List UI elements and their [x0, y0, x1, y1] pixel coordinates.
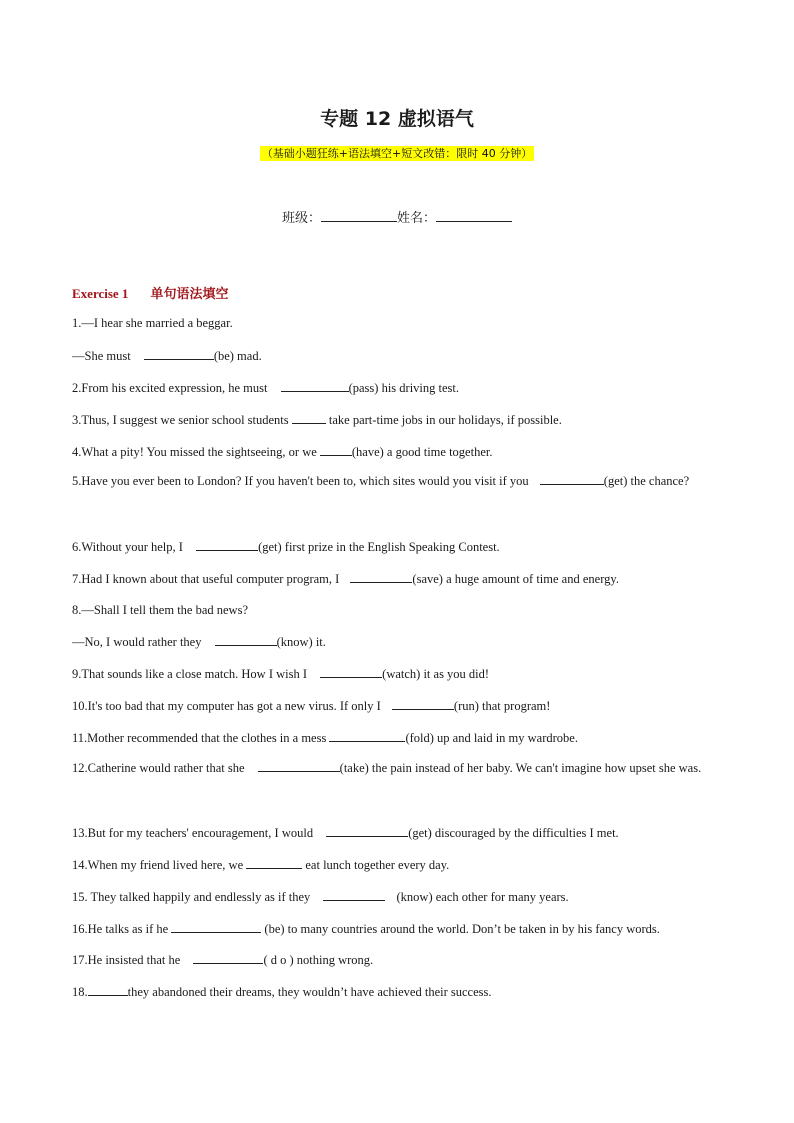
question-13	[72, 824, 724, 841]
question-text-end: take part-time jobs in our holidays, if possible.	[325, 413, 562, 427]
question-text: 4.What a pity! You missed the sightseeing, or we	[72, 445, 320, 459]
question-text: 6.Without your help, I	[72, 540, 187, 554]
question-text: 11.Mother recommended that the clothes in a mess	[72, 731, 330, 745]
question-8	[72, 602, 724, 618]
question-text: 10.It's too bad that my computer has got a new virus. If only I	[72, 699, 384, 713]
answer-blank[interactable]	[196, 538, 258, 551]
question-text-end: (take) the pain instead of her baby. We can't imagine how upset she was.	[339, 761, 702, 775]
question-text-end: (be) to many countries around the world. Don’t be taken in by his fancy words.	[261, 922, 660, 936]
answer-blank[interactable]	[320, 665, 382, 678]
question-text: 13.But for my teachers' encouragement, I would	[72, 826, 317, 840]
question-12	[72, 752, 724, 784]
question-15	[72, 888, 724, 905]
question-text-end: they abandoned their dreams, they wouldn’t have achieved their success.	[127, 985, 492, 999]
question-11	[72, 729, 724, 746]
answer-blank[interactable]	[392, 697, 454, 710]
question-3	[72, 411, 724, 428]
question-17	[72, 951, 724, 968]
question-text: —No, I would rather they	[72, 635, 205, 649]
answer-blank[interactable]	[323, 888, 385, 901]
page-title: 专题 12 虚拟语气	[320, 108, 474, 130]
question-text: 3.Thus, I suggest we senior school students	[72, 413, 292, 427]
question-4	[72, 443, 724, 460]
question-text: 12.Catherine would rather that she	[72, 761, 248, 775]
name-label: 姓名：	[397, 211, 437, 226]
question-16	[72, 920, 724, 937]
answer-blank[interactable]	[215, 633, 277, 646]
question-text: 5.Have you ever been to London? If you haven't been to, which sites would you visit if you	[72, 474, 532, 488]
question-5	[72, 465, 724, 497]
question-14	[72, 856, 724, 873]
question-2	[72, 379, 724, 396]
question-1	[72, 315, 724, 331]
answer-blank[interactable]	[258, 759, 340, 772]
question-8-answer	[72, 633, 724, 650]
exercise-label: Exercise 1	[72, 286, 129, 301]
question-text: 14.When my friend lived here, we	[72, 858, 247, 872]
answer-blank[interactable]	[320, 443, 352, 456]
question-text: —She must	[72, 349, 134, 363]
question-text: 16.He talks as if he	[72, 922, 172, 936]
question-text-end: (get) the chance?	[603, 474, 690, 488]
question-text: 9.That sounds like a close match. How I wish I	[72, 667, 311, 681]
question-text-end: ( d o ) nothing wrong.	[263, 953, 374, 967]
question-text-end: (pass) his driving test.	[348, 381, 460, 395]
exercise-heading	[72, 283, 228, 302]
question-text-end: (know) each other for many years.	[393, 890, 569, 904]
question-text-end: (get) discouraged by the difficulties I met.	[408, 826, 619, 840]
class-label: 班级：	[281, 211, 321, 226]
question-text: 1.—I hear she married a beggar.	[72, 316, 233, 330]
question-text: 18.	[72, 985, 88, 999]
question-text: 2.From his excited expression, he must	[72, 381, 271, 395]
exercise-name: 单句语法填空	[150, 287, 229, 302]
answer-blank[interactable]	[292, 411, 326, 424]
answer-blank[interactable]	[326, 824, 408, 837]
question-text-end: eat lunch together every day.	[302, 858, 450, 872]
answer-blank[interactable]	[193, 951, 263, 964]
answer-blank[interactable]	[281, 379, 349, 392]
answer-blank[interactable]	[246, 856, 302, 869]
class-name-line	[0, 207, 794, 226]
answer-blank[interactable]	[540, 472, 604, 485]
question-text-end: (save) a huge amount of time and energy.	[412, 572, 619, 586]
answer-blank[interactable]	[350, 570, 412, 583]
question-7	[72, 570, 724, 587]
question-text-end: (run) that program!	[453, 699, 551, 713]
answer-blank[interactable]	[329, 729, 405, 742]
question-text: 8.—Shall I tell them the bad news?	[72, 603, 249, 617]
question-6	[72, 538, 724, 555]
question-text-end: (get) first prize in the English Speaking Contest.	[258, 540, 500, 554]
name-blank[interactable]	[436, 209, 512, 222]
subtitle: （基础小题狂练+语法填空+短文改错：限时 40 分钟）	[261, 147, 533, 160]
question-text-end: (know) it.	[276, 635, 326, 649]
question-text-end: (be) mad.	[213, 349, 262, 363]
question-1-answer	[72, 347, 724, 364]
class-blank[interactable]	[321, 209, 397, 222]
question-text-end: (watch) it as you did!	[382, 667, 490, 681]
answer-blank[interactable]	[144, 347, 214, 360]
question-18	[72, 983, 724, 1000]
answer-blank[interactable]	[171, 920, 261, 933]
question-10	[72, 697, 724, 714]
question-text-end: (fold) up and laid in my wardrobe.	[405, 731, 578, 745]
question-text: 7.Had I known about that useful computer program, I	[72, 572, 343, 586]
question-text: 15. They talked happily and endlessly as if they	[72, 890, 314, 904]
question-9	[72, 665, 724, 682]
answer-blank[interactable]	[88, 983, 128, 996]
question-text: 17.He insisted that he	[72, 953, 184, 967]
subtitle-container	[0, 144, 794, 162]
question-text-end: (have) a good time together.	[351, 445, 493, 459]
